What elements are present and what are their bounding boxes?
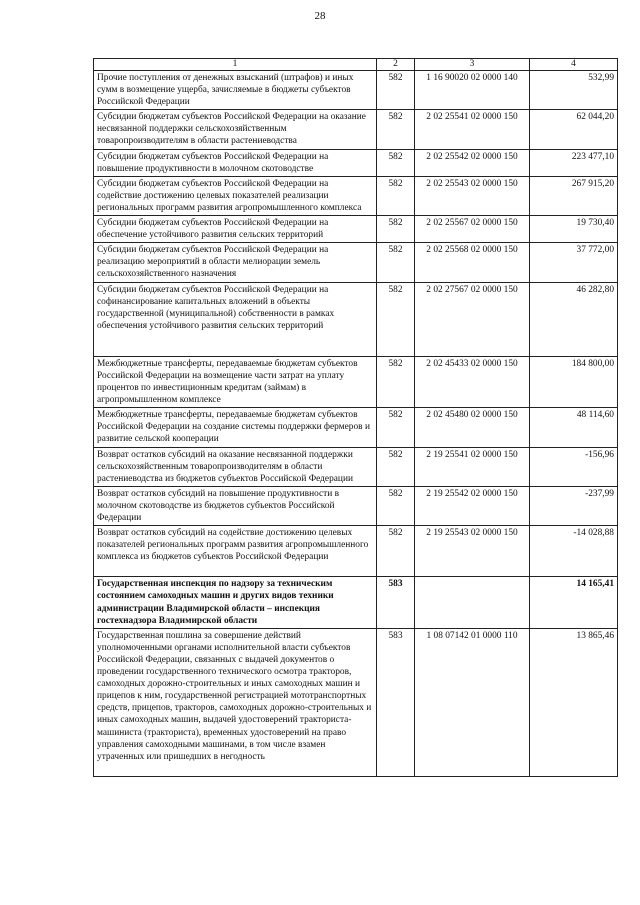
column-header: 2 <box>377 59 415 71</box>
amount-cell <box>530 628 618 776</box>
row-spacer <box>97 563 373 575</box>
amount-text: -14 028,88 <box>573 528 614 539</box>
admin-code-cell <box>377 447 415 486</box>
budget-code-text: 2 02 25567 02 0000 150 <box>426 218 518 229</box>
page-number: 28 <box>314 10 326 22</box>
revenue-name-text: Возврат остатков субсидий на содействие достижению целевых показателей региональных программ развития агропромышленного комплекса из бюджетов субъектов Российской Федерации <box>97 528 369 563</box>
revenue-name-text: Государственная инспекция по надзору за техническим состоянием самоходных машин и других видов техники администрации Владимирской области – инспекция гостехнадзора Владимирской области <box>97 579 334 626</box>
revenue-name-cell <box>94 447 377 486</box>
table-row <box>94 282 618 356</box>
amount-text: 19 730,40 <box>576 218 614 229</box>
budget-code-cell <box>415 577 530 628</box>
admin-code-cell <box>377 176 415 215</box>
budget-code-cell <box>415 149 530 176</box>
table-row <box>94 526 618 577</box>
budget-code-cell <box>415 408 530 447</box>
amount-text: -156,96 <box>585 449 614 460</box>
admin-code-text: 583 <box>388 630 403 641</box>
budget-code-cell <box>415 71 530 110</box>
row-spacer <box>97 332 373 355</box>
admin-code-text: 582 <box>388 449 403 460</box>
revenue-name-text: Возврат остатков субсидий на повышение продуктивности в молочном скотоводстве из бюджетов субъектов Российской Федерации <box>97 488 340 523</box>
column-header: 3 <box>415 59 530 71</box>
admin-code-text: 582 <box>388 73 403 83</box>
budget-code-cell <box>415 526 530 577</box>
budget-code-cell <box>415 282 530 356</box>
row-spacer <box>97 763 373 775</box>
admin-code-cell <box>377 149 415 176</box>
amount-cell <box>530 176 618 215</box>
revenue-name-text: Возврат остатков субсидий на оказание несвязанной поддержки сельскохозяйственным товаропроизводителям в области растениеводства из бюджетов субъектов Российской Федерации <box>97 449 353 484</box>
admin-code-text: 582 <box>388 218 403 229</box>
revenue-name-text: Субсидии бюджетам субъектов Российской Федерации на содействие достижению целевых показателей реализации региональных программ развития агропромышленного комплекса <box>97 178 362 213</box>
amount-text: 48 114,60 <box>576 410 614 421</box>
amount-text: 37 772,00 <box>576 245 614 256</box>
budget-code-cell <box>415 243 530 282</box>
amount-text: 46 282,80 <box>576 284 614 295</box>
table-row <box>94 71 618 110</box>
amount-cell <box>530 110 618 149</box>
revenue-name-text: Прочие поступления от денежных взысканий (штрафов) и иных сумм в возмещение ущерба, зачисляемые в бюджеты субъектов Российской Федерации <box>97 73 354 108</box>
amount-text: 14 165,41 <box>576 579 614 590</box>
amount-cell <box>530 243 618 282</box>
table-row <box>94 176 618 215</box>
amount-text: 13 865,46 <box>576 630 614 641</box>
revenue-name-cell <box>94 486 377 525</box>
revenue-name-cell <box>94 71 377 110</box>
revenue-name-cell <box>94 577 377 628</box>
budget-code-text: 2 02 27567 02 0000 150 <box>426 284 518 295</box>
admin-code-text: 583 <box>388 579 403 590</box>
revenue-name-text: Субсидии бюджетам субъектов Российской Федерации на оказание несвязанной поддержки сельскохозяйственным товаропроизводителям в области растениеводства <box>97 112 366 147</box>
table-header-row <box>94 59 618 71</box>
table-row <box>94 243 618 282</box>
amount-cell <box>530 486 618 525</box>
revenue-name-cell <box>94 526 377 577</box>
revenue-name-text: Межбюджетные трансферты, передаваемые бюджетам субъектов Российской Федерации на создание системы поддержки фермеров и развитие сельской кооперации <box>97 410 370 445</box>
revenue-name-text: Субсидии бюджетам субъектов Российской Федерации на реализацию мероприятий в области мелиорации земель сельскохозяйственного назначения <box>97 245 329 280</box>
admin-code-text: 582 <box>388 358 403 369</box>
revenue-name-cell <box>94 243 377 282</box>
admin-code-cell <box>377 282 415 356</box>
amount-cell <box>530 216 618 243</box>
revenue-name-cell <box>94 149 377 176</box>
amount-cell <box>530 149 618 176</box>
amount-text: 532,99 <box>588 73 614 83</box>
table-row <box>94 356 618 407</box>
revenue-name-text: Субсидии бюджетам субъектов Российской Федерации на повышение продуктивности в молочном скотоводстве <box>97 151 329 174</box>
table-row <box>94 486 618 525</box>
amount-cell <box>530 356 618 407</box>
revenue-name-cell <box>94 216 377 243</box>
revenue-name-text: Государственная пошлина за совершение действий уполномоченными органами исполнительной власти субъектов Российской Федерации, связанных с выдачей документов о проведении государственного технического осмотра тракторов, самоходных дорожно-строительных и иных самоходных машин и прицепов к ним, государственной регистрацией мототранспортных средств, прицепов, тракторов, самоходных дорожно-строительных и иных самоходных машин, выдачей удостоверений тракториста-машиниста (тракториста), временных удостоверений на право управления самоходными машинами, в том числе взамен утраченных или пришедших в негодность <box>97 630 372 762</box>
budget-code-text: 2 19 25543 02 0000 150 <box>426 528 518 539</box>
admin-code-text: 582 <box>388 284 403 295</box>
budget-code-text: 2 02 25542 02 0000 150 <box>426 151 518 162</box>
budget-code-text: 1 08 07142 01 0000 110 <box>426 630 518 641</box>
admin-code-text: 582 <box>388 528 403 539</box>
admin-code-cell <box>377 408 415 447</box>
table-row <box>94 447 618 486</box>
amount-cell <box>530 577 618 628</box>
budget-code-text: 2 02 45480 02 0000 150 <box>426 410 518 421</box>
table-row <box>94 110 618 149</box>
admin-code-text: 582 <box>388 410 403 421</box>
budget-code-text: 1 16 90020 02 0000 140 <box>426 73 518 83</box>
admin-code-cell <box>377 486 415 525</box>
budget-code-cell <box>415 628 530 776</box>
revenue-table <box>93 58 618 777</box>
amount-cell <box>530 71 618 110</box>
budget-code-text: 2 19 25542 02 0000 150 <box>426 488 518 499</box>
budget-code-text: 2 02 25568 02 0000 150 <box>426 245 518 256</box>
admin-code-cell <box>377 110 415 149</box>
admin-code-cell <box>377 71 415 110</box>
agency-row <box>94 577 618 628</box>
budget-code-text: 2 02 25541 02 0000 150 <box>426 112 518 123</box>
amount-text: 184 800,00 <box>571 358 614 369</box>
revenue-name-text: Субсидии бюджетам субъектов Российской Федерации на софинансирование капитальных вложений в объекты государственной (муниципальной) собственности в рамках обеспечения устойчивого развития сельских территорий <box>97 284 335 331</box>
admin-code-cell <box>377 356 415 407</box>
admin-code-cell <box>377 577 415 628</box>
amount-cell <box>530 447 618 486</box>
budget-code-text: 2 02 25543 02 0000 150 <box>426 178 518 189</box>
budget-code-cell <box>415 216 530 243</box>
budget-code-cell <box>415 176 530 215</box>
admin-code-text: 582 <box>388 151 403 162</box>
table-row <box>94 408 618 447</box>
amount-cell <box>530 408 618 447</box>
revenue-name-cell <box>94 282 377 356</box>
amount-text: -237,99 <box>585 488 614 499</box>
revenue-name-cell <box>94 628 377 776</box>
amount-text: 62 044,20 <box>576 112 614 123</box>
column-header: 1 <box>94 59 377 71</box>
table-row <box>94 628 618 776</box>
admin-code-cell <box>377 526 415 577</box>
admin-code-cell <box>377 243 415 282</box>
column-header: 4 <box>530 59 618 71</box>
admin-code-text: 582 <box>388 178 403 189</box>
revenue-name-cell <box>94 110 377 149</box>
admin-code-cell <box>377 628 415 776</box>
budget-code-cell <box>415 110 530 149</box>
revenue-name-cell <box>94 408 377 447</box>
table-row <box>94 216 618 243</box>
budget-code-text: 2 19 25541 02 0000 150 <box>426 449 518 460</box>
budget-code-cell <box>415 447 530 486</box>
revenue-name-text: Субсидии бюджетам субъектов Российской Федерации на обеспечение устойчивого развития сельских территорий <box>97 218 329 241</box>
amount-cell <box>530 526 618 577</box>
admin-code-text: 582 <box>388 112 403 123</box>
budget-code-cell <box>415 356 530 407</box>
revenue-name-cell <box>94 356 377 407</box>
budget-code-cell <box>415 486 530 525</box>
revenue-name-text: Межбюджетные трансферты, передаваемые бюджетам субъектов Российской Федерации на возмещение части затрат на уплату процентов по инвестиционным кредитам (займам) в агропромышленном комплексе <box>97 358 358 406</box>
table-row <box>94 149 618 176</box>
amount-text: 267 915,20 <box>571 178 614 189</box>
revenue-name-cell <box>94 176 377 215</box>
admin-code-text: 582 <box>388 488 403 499</box>
budget-code-text: 2 02 45433 02 0000 150 <box>426 358 518 369</box>
admin-code-text: 582 <box>388 245 403 256</box>
amount-cell <box>530 282 618 356</box>
admin-code-cell <box>377 216 415 243</box>
amount-text: 223 477,10 <box>571 151 614 162</box>
